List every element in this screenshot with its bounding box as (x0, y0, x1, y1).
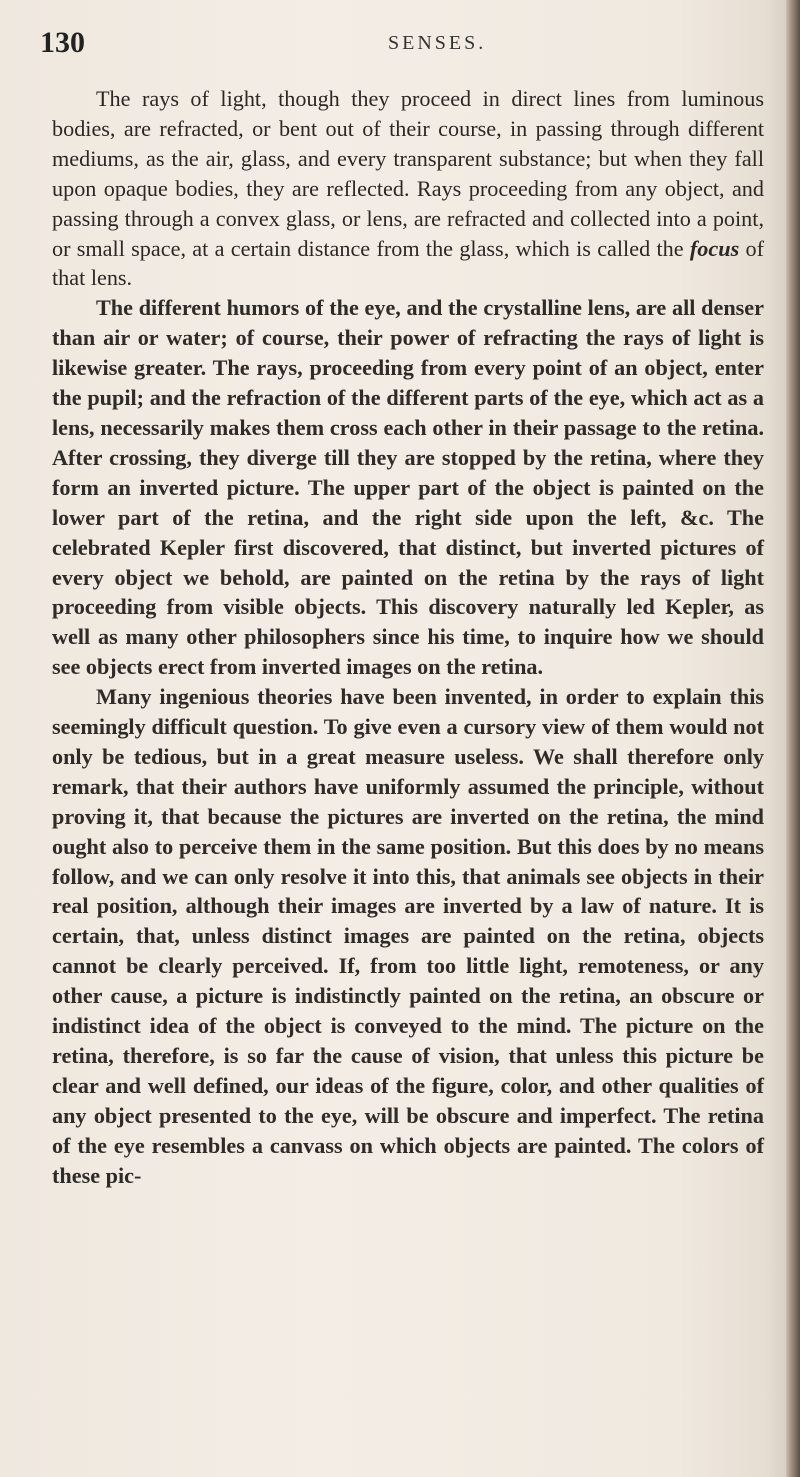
paragraph-humors-of-eye: The different humors of the eye, and the crystalline lens, are all denser than air or water; of course, their power of refracting the rays of light is likewise greater. The rays, proceeding from every point of an object, enter the pupil; and the refraction of the different parts of the eye, which act as a lens, necessarily makes them cross each other in their passage to the retina. After crossing, they diverge till they are stopped by the retina, where they form an inverted picture. The upper part of the object is painted on the lower part of the retina, and the right side upon the left, &c. The celebrated Kepler first discovered, that distinct, but inverted pictures of every object we behold, are painted on the retina by the rays of light proceeding from visible objects. This discovery naturally led Kepler, as well as many other philosophers since his time, to inquire how we should see objects erect from inverted images on the retina. (52, 295, 764, 680)
running-head (40, 26, 760, 66)
binding-edge (786, 0, 800, 1477)
paragraph-refraction (52, 84, 764, 293)
paragraph-theories: Many ingenious theories have been invented, in order to explain this seemingly difficult question. To give even a cursory view of them would not only be tedious, but in a great measure useless. We shall therefore only remark, that their authors have uniformly assumed the principle, without proving it, that because the pictures are inverted on the retina, the mind ought also to perceive them in the same position. But this does by no means follow, and we can only resolve it into this, that animals see objects in their real position, although their images are inverted by a law of nature. It is certain, that, unless distinct images are painted on the retina, objects cannot be clearly perceived. If, from too little light, remoteness, or any other cause, a picture is indistinctly painted on the retina, an obscure or indistinct idea of the object is conveyed to the mind. The picture on the retina, therefore, is so far the cause of vision, that unless this picture be clear and well defined, our ideas of the figure, color, and other qualities of any object presented to the eye, will be obscure and imperfect. The retina of the eye resembles a canvass on which objects are painted. The colors of these pic- (52, 684, 764, 1188)
body-text (52, 84, 764, 1191)
paragraph-refraction-text: The rays of light, though they proceed in direct lines from luminous bodies, are refracted, or bent out of their course, in passing through different mediums, as the air, glass, and every transparent substance; but when they fall upon opaque bodies, they are reflected. Rays proceeding from any object, and passing through a convex glass, or lens, are refracted and collected into a point, or small space, at a certain distance from the glass, which is called the (52, 86, 764, 261)
running-title: SENSES. (388, 32, 487, 54)
focus-term: focus (689, 235, 740, 261)
page-number: 130 (40, 26, 85, 59)
paragraph-refraction-end: of that lens. (52, 235, 765, 291)
